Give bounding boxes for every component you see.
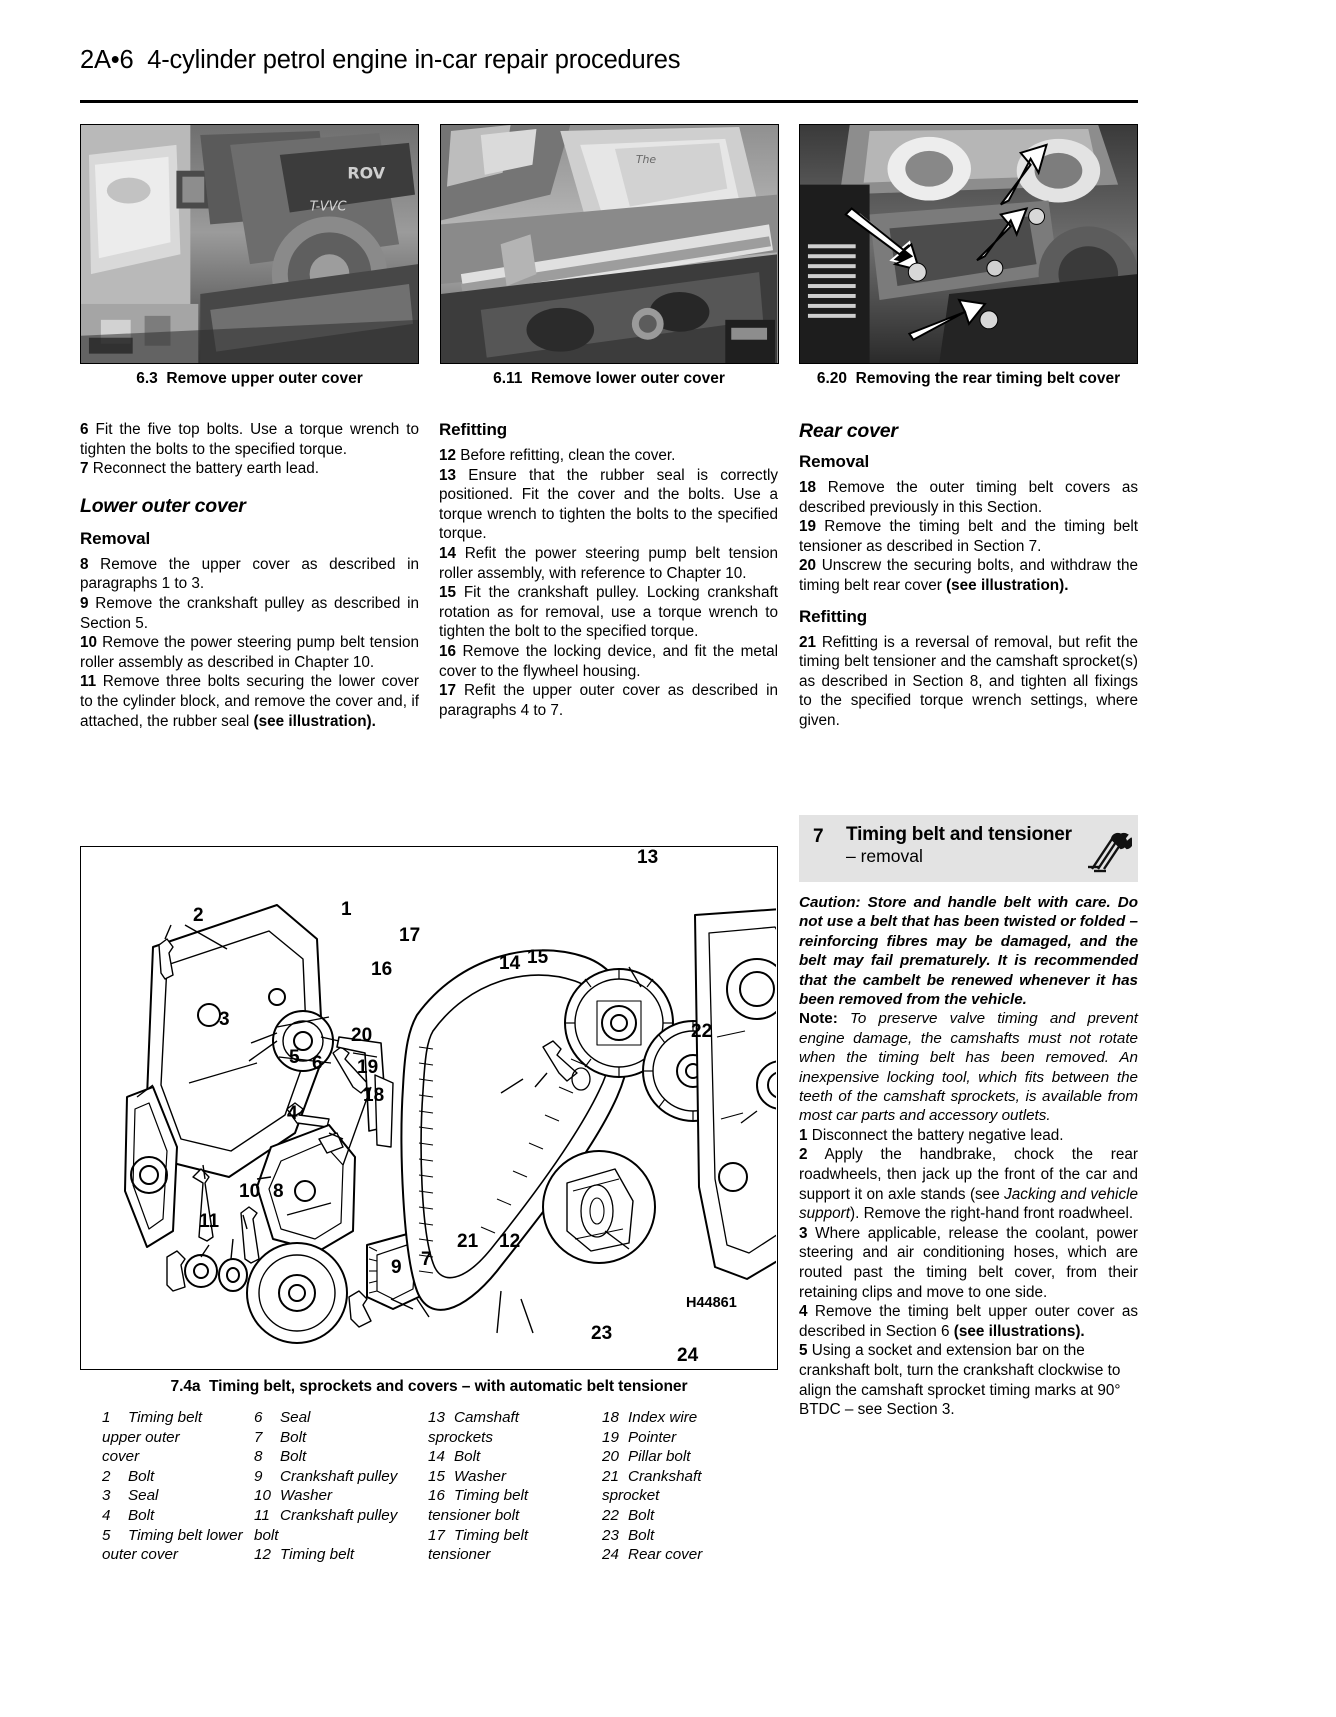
- paragraph-number: 20: [799, 557, 817, 575]
- key-number: 13: [428, 1409, 445, 1426]
- exploded-diagram: [80, 846, 778, 1370]
- svg-text:T-VVC: T-VVC: [309, 199, 347, 215]
- photo-row: [80, 124, 1138, 364]
- section-subtitle: – removal: [846, 846, 923, 866]
- paragraph-text: Remove three bolts securing the lower cover to the cylinder block, and remove the cover and, if attached, the rubber seal: [80, 673, 420, 730]
- removal-step-4: [799, 1302, 1138, 1341]
- key-column-2: [254, 1408, 428, 1565]
- paragraph-number: 5: [799, 1342, 808, 1360]
- figure-caption-number: 7.4a: [170, 1378, 201, 1395]
- svg-text:The: The: [635, 152, 656, 166]
- removal-step-3: [799, 1224, 1138, 1302]
- header-rule: [80, 100, 1138, 103]
- key-item: [102, 1486, 254, 1506]
- key-item: [102, 1526, 254, 1546]
- key-item: [602, 1408, 776, 1428]
- section-title: Timing belt and tensioner: [846, 824, 1072, 845]
- key-label: Timing belt: [280, 1546, 355, 1564]
- caution-label: Caution:: [799, 894, 861, 911]
- paragraph-number: 8: [80, 555, 89, 573]
- key-label: Seal: [128, 1487, 159, 1505]
- key-number: 22: [602, 1506, 619, 1524]
- key-label: Bolt: [280, 1428, 307, 1446]
- heading-removal: Removal: [799, 452, 870, 471]
- key-label-cont: sprocket: [602, 1487, 660, 1505]
- paragraph-number: 7: [80, 460, 89, 478]
- svg-text:2: 2: [193, 905, 204, 926]
- key-item: [102, 1506, 254, 1526]
- paragraph-text-cont: ). Remove the right-hand front roadwheel.: [850, 1205, 1134, 1223]
- photo-captions: [80, 370, 1138, 388]
- removal-step-1: [799, 1126, 1138, 1146]
- paragraph-number: 2: [799, 1146, 808, 1164]
- svg-text:21: 21: [457, 1231, 479, 1252]
- key-number: 11: [254, 1506, 270, 1524]
- key-number: 8: [254, 1448, 263, 1466]
- key-label-cont: outer cover: [102, 1546, 178, 1564]
- key-label: Seal: [280, 1409, 311, 1426]
- paragraph-text: Remove the timing belt and the timing belt tensioner as described in Section 7.: [799, 518, 1139, 555]
- paragraph-8: [80, 555, 419, 594]
- caption-number: 6.11: [493, 370, 523, 387]
- note-paragraph: [799, 1009, 1138, 1125]
- caption-number: 6.20: [816, 370, 848, 387]
- paragraph-text: Where applicable, release the coolant, power steering and air conditioning hoses, which are routed past the timing belt cover, from their retaining clips and move to one side.: [799, 1224, 1138, 1301]
- paragraph-text: Remove the locking device, and fit the metal cover to the flywheel housing.: [439, 642, 778, 680]
- key-label: Bolt: [128, 1467, 155, 1485]
- paragraph-number: 12: [439, 447, 457, 464]
- paragraph-13: [439, 466, 778, 544]
- paragraph-text: Reconnect the battery earth lead.: [92, 460, 319, 478]
- paragraph-text: Remove the timing belt upper outer cover as described in Section 6: [799, 1303, 1138, 1340]
- key-number: 19: [602, 1428, 619, 1446]
- paragraph-12: [439, 446, 778, 466]
- figure-key-list: [80, 1408, 778, 1565]
- key-item: [254, 1545, 428, 1565]
- caution-paragraph: [799, 893, 1138, 1009]
- key-item: [602, 1526, 776, 1546]
- key-label: Crankshaft pulley: [280, 1467, 398, 1485]
- key-number: 5: [102, 1526, 111, 1544]
- key-label: Timing belt: [128, 1409, 203, 1426]
- paragraph-number: 4: [799, 1303, 808, 1321]
- paragraph-text: Remove the outer timing belt covers as described previously in this Section.: [799, 479, 1138, 516]
- svg-text:18: 18: [363, 1085, 385, 1106]
- key-item: [602, 1467, 776, 1487]
- svg-text:8: 8: [273, 1181, 284, 1202]
- key-label: Washer: [454, 1467, 507, 1485]
- key-label: Bolt: [628, 1526, 655, 1544]
- heading-refitting: Refitting: [439, 420, 508, 439]
- paragraph-number: 3: [799, 1224, 808, 1242]
- key-label: Pointer: [628, 1428, 677, 1446]
- svg-text:9: 9: [391, 1257, 402, 1278]
- caption-6-20: [799, 370, 1138, 388]
- photo-6-20: [799, 124, 1138, 364]
- key-number: 17: [428, 1526, 445, 1544]
- key-item: [254, 1428, 428, 1448]
- key-label: Timing belt lower: [128, 1526, 243, 1544]
- key-label: Pillar bolt: [628, 1448, 691, 1466]
- note-text: To preserve valve timing and prevent engine damage, the camshafts must not rotate when the timing belt has been removed. An inexpensive locking tool, which fits between the teeth of the camshaft sprockets, is available from most car parts and accessory outlets.: [799, 1010, 1138, 1125]
- key-item: [254, 1447, 428, 1467]
- key-label: Timing belt: [454, 1487, 529, 1505]
- see-illustrations-ref: (see illustrations).: [953, 1322, 1085, 1340]
- paragraph-number: 13: [439, 466, 457, 484]
- paragraph-text: Using a socket and extension bar on the crankshaft bolt, turn the crankshaft clockwise to align the camshaft sprocket timing marks at 90° BTDC – see Section 3.: [799, 1342, 1121, 1419]
- paragraph-text: Remove the upper cover as described in paragraphs 1 to 3.: [80, 555, 419, 593]
- key-column-3: [428, 1408, 602, 1565]
- paragraph-text: Refit the upper outer cover as described in paragraphs 4 to 7.: [439, 682, 778, 719]
- key-number: 23: [602, 1526, 619, 1544]
- key-label: Crankshaft: [628, 1467, 702, 1485]
- key-item: [602, 1545, 776, 1565]
- svg-text:20: 20: [351, 1025, 373, 1046]
- paragraph-19: [799, 517, 1138, 556]
- key-item: [428, 1447, 602, 1467]
- figure-caption-text: Timing belt, sprockets and covers – with automatic belt tensioner: [208, 1378, 688, 1395]
- svg-text:6: 6: [312, 1053, 323, 1074]
- key-item: [102, 1408, 254, 1428]
- key-number: 12: [254, 1546, 271, 1564]
- key-item: [602, 1506, 776, 1526]
- heading-refitting: Refitting: [799, 606, 868, 626]
- key-label-cont: tensioner bolt: [428, 1506, 520, 1524]
- svg-text:15: 15: [527, 947, 549, 968]
- figure-code: H44861: [686, 1295, 737, 1311]
- key-label-cont: bolt: [254, 1526, 279, 1544]
- heading-lower-outer-cover: Lower outer cover: [80, 494, 246, 517]
- paragraph-number: 17: [439, 682, 457, 700]
- paragraph-text: Before refitting, clean the cover.: [460, 447, 676, 464]
- paragraph-number: 21: [799, 633, 817, 651]
- key-number: 1: [102, 1409, 111, 1426]
- heading-removal: Removal: [80, 528, 151, 548]
- svg-text:1: 1: [341, 899, 352, 920]
- section-title-group: [846, 824, 1086, 867]
- svg-text:3: 3: [219, 1009, 230, 1030]
- paragraph-number: 14: [439, 544, 457, 562]
- see-illustration-ref: (see illustration).: [253, 712, 376, 730]
- photo-6-11: [440, 124, 779, 364]
- key-label-cont: tensioner: [428, 1546, 491, 1564]
- key-number: 18: [602, 1409, 619, 1426]
- key-number: 4: [102, 1506, 111, 1524]
- paragraph-16: [439, 642, 778, 681]
- paragraph-7: [80, 459, 419, 479]
- key-number: 14: [428, 1448, 445, 1466]
- key-item: [254, 1467, 428, 1487]
- svg-text:19: 19: [357, 1057, 379, 1078]
- removal-step-5: [799, 1341, 1138, 1419]
- paragraph-text: Ensure that the rubber seal is correctly positioned. Fit the cover and the bolts. Use a torque wrench to tighten the bolts to the specified torque.: [439, 466, 778, 543]
- removal-step-2: [799, 1145, 1138, 1223]
- paragraph-9: [80, 594, 419, 633]
- caption-6-3: [80, 370, 419, 388]
- svg-text:23: 23: [591, 1323, 613, 1344]
- caption-text: Removing the rear timing belt cover: [855, 370, 1121, 387]
- page-title: 4-cylinder petrol engine in-car repair procedures: [147, 46, 681, 74]
- svg-text:ROV: ROV: [347, 163, 386, 183]
- paragraph-number: 16: [439, 642, 457, 660]
- key-column-1: [80, 1408, 254, 1565]
- key-label: Bolt: [128, 1506, 155, 1524]
- heading-rear-cover: Rear cover: [799, 420, 898, 442]
- svg-text:22: 22: [691, 1021, 713, 1042]
- svg-text:16: 16: [371, 959, 393, 980]
- caption-number: 6.3: [136, 370, 158, 387]
- svg-text:13: 13: [637, 847, 659, 868]
- key-item: [428, 1408, 602, 1428]
- cross-reference: Jacking and vehicle support: [799, 1185, 1138, 1223]
- key-label-cont: cover: [102, 1448, 140, 1466]
- key-number: 15: [428, 1467, 445, 1485]
- key-number: 21: [602, 1467, 619, 1485]
- key-label: Bolt: [280, 1448, 307, 1466]
- paragraph-15: [439, 583, 778, 642]
- note-label: Note:: [799, 1010, 838, 1028]
- caption-text: Remove lower outer cover: [531, 370, 725, 387]
- key-label-cont: sprockets: [428, 1428, 493, 1446]
- key-item: [254, 1506, 428, 1526]
- key-item: [254, 1408, 428, 1428]
- page-folio: 2A•6: [80, 46, 134, 74]
- key-number: 9: [254, 1467, 263, 1485]
- paragraph-text: Apply the handbrake, chock the rear roadwheels, then jack up the front of the car and support it on axle stands (see: [799, 1146, 1138, 1203]
- section-number: 7: [813, 826, 824, 847]
- paragraph-11: [80, 672, 419, 731]
- key-column-4: [602, 1408, 776, 1565]
- paragraph-10: [80, 633, 419, 672]
- paragraph-18: [799, 478, 1138, 517]
- paragraph-text: Fit the five top bolts. Use a torque wrench to tighten the bolts to the specified torque.: [80, 421, 420, 458]
- paragraph-text: Disconnect the battery negative lead.: [811, 1126, 1064, 1144]
- key-item: [428, 1526, 602, 1546]
- key-label: Rear cover: [628, 1546, 703, 1564]
- caption-6-11: [440, 370, 779, 388]
- svg-text:7: 7: [421, 1249, 432, 1270]
- svg-text:12: 12: [499, 1231, 521, 1252]
- svg-text:14: 14: [499, 953, 521, 974]
- column-3: [799, 420, 1138, 731]
- key-number: 24: [602, 1546, 619, 1564]
- key-item: [602, 1447, 776, 1467]
- paragraph-20: [799, 556, 1138, 595]
- column-1: [80, 420, 419, 731]
- caption-text: Remove upper outer cover: [166, 370, 363, 387]
- key-number: 3: [102, 1487, 111, 1505]
- key-label: Index wire: [628, 1409, 698, 1426]
- key-label: Bolt: [454, 1448, 481, 1466]
- key-number: 16: [428, 1487, 445, 1505]
- key-label: Crankshaft pulley: [280, 1506, 398, 1524]
- figure-caption: [80, 1378, 778, 1396]
- svg-text:10: 10: [239, 1181, 261, 1202]
- column-2: [439, 420, 778, 720]
- key-item: [428, 1486, 602, 1506]
- paragraph-number: 19: [799, 518, 817, 536]
- key-item: [254, 1486, 428, 1506]
- key-label-cont: upper outer: [102, 1428, 180, 1446]
- paragraph-text: Refitting is a reversal of removal, but refit the timing belt tensioner and the camshaft sprocket(s) as described in Section 8, and tighten all fixings to the specified torque wrench settings, where given.: [799, 633, 1138, 729]
- paragraph-text: Refit the power steering pump belt tension roller assembly, with reference to Chapter 10.: [439, 544, 778, 582]
- paragraph-text: Unscrew the securing bolts, and withdraw the timing belt rear cover: [799, 557, 1138, 594]
- key-label: Bolt: [628, 1506, 655, 1524]
- key-item: [102, 1467, 254, 1487]
- svg-text:17: 17: [399, 925, 421, 946]
- paragraph-6: [80, 420, 419, 459]
- paragraph-number: 18: [799, 479, 817, 496]
- paragraph-text: Fit the crankshaft pulley. Locking crankshaft rotation as for removal, use a torque wrench to tighten the bolt to the specified torque.: [439, 584, 778, 641]
- paragraph-21: [799, 633, 1138, 731]
- paragraph-text: Remove the power steering pump belt tension roller assembly as described in Chapter 10.: [80, 634, 420, 671]
- paragraph-number: 10: [80, 634, 98, 652]
- key-number: 2: [102, 1467, 111, 1485]
- paragraph-number: 6: [80, 421, 89, 438]
- key-label: Timing belt: [454, 1526, 529, 1544]
- caution-note-block: [799, 893, 1138, 1420]
- svg-text:5: 5: [289, 1047, 300, 1068]
- see-illustration-ref: (see illustration).: [946, 576, 1069, 594]
- section-7-heading: [799, 815, 1138, 882]
- paragraph-number: 1: [799, 1126, 808, 1144]
- photo-6-3: [80, 124, 419, 364]
- paragraph-number: 15: [439, 584, 457, 602]
- key-item: [602, 1428, 776, 1448]
- paragraph-14: [439, 544, 778, 583]
- page-header: [80, 46, 1256, 75]
- paragraph-number: 11: [80, 673, 97, 691]
- key-number: 7: [254, 1428, 263, 1446]
- svg-text:11: 11: [199, 1211, 220, 1232]
- key-label: Washer: [280, 1487, 333, 1505]
- paragraph-number: 9: [80, 594, 89, 612]
- key-label: Camshaft: [454, 1409, 519, 1426]
- paragraph-17: [439, 681, 778, 720]
- key-number: 20: [602, 1448, 619, 1466]
- key-number: 10: [254, 1487, 271, 1505]
- key-item: [428, 1467, 602, 1487]
- paragraph-text: Remove the crankshaft pulley as described in Section 5.: [80, 594, 419, 632]
- caution-text: Store and handle belt with care. Do not use a belt that has been twisted or folded – reinforcing fibres may be damaged, and the belt may fail prematurely. It is recommended that the cambelt be renewed whenever it has been removed from the vehicle.: [799, 894, 1138, 1009]
- svg-text:4: 4: [287, 1103, 298, 1124]
- svg-text:24: 24: [677, 1345, 699, 1366]
- spanner-icon: [1086, 825, 1132, 878]
- key-number: 6: [254, 1409, 263, 1426]
